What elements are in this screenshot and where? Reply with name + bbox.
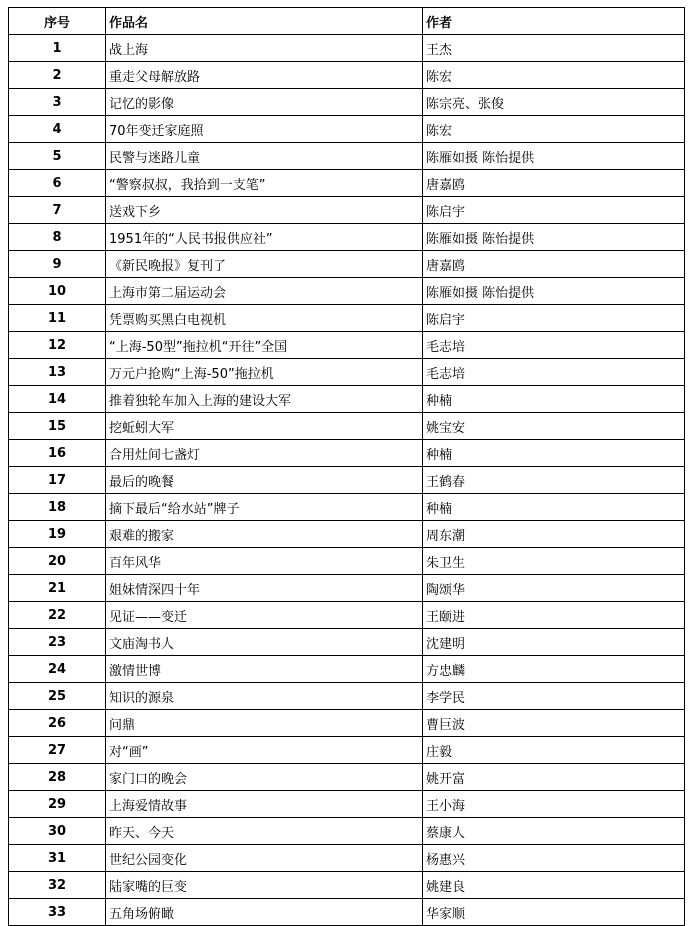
cell-author: 陈启宇 [423, 305, 685, 332]
cell-title: 上海市第二届运动会 [106, 278, 423, 305]
cell-title: 凭票购买黑白电视机 [106, 305, 423, 332]
cell-no: 31 [9, 845, 106, 872]
cell-author: 王小海 [423, 791, 685, 818]
table-row [9, 116, 685, 143]
cell-title: 陆家嘴的巨变 [106, 872, 423, 899]
table-row [9, 548, 685, 575]
cell-no: 27 [9, 737, 106, 764]
table-row [9, 521, 685, 548]
table-row [9, 359, 685, 386]
cell-author: 周东潮 [423, 521, 685, 548]
cell-author: 种楠 [423, 494, 685, 521]
cell-author: 毛志培 [423, 332, 685, 359]
header-no: 序号 [9, 8, 106, 35]
table-row [9, 305, 685, 332]
cell-no: 16 [9, 440, 106, 467]
cell-author: 唐嘉鸥 [423, 170, 685, 197]
cell-no: 33 [9, 899, 106, 926]
cell-no: 8 [9, 224, 106, 251]
cell-title: “上海-50型”拖拉机“开往”全国 [106, 332, 423, 359]
cell-title: 昨天、今天 [106, 818, 423, 845]
cell-title: 重走父母解放路 [106, 62, 423, 89]
cell-author: 陈雁如摄 陈怡提供 [423, 224, 685, 251]
cell-title: 记忆的影像 [106, 89, 423, 116]
cell-title: 最后的晚餐 [106, 467, 423, 494]
cell-author: 王鹤春 [423, 467, 685, 494]
cell-no: 7 [9, 197, 106, 224]
cell-no: 12 [9, 332, 106, 359]
cell-title: 万元户抢购“上海-50”拖拉机 [106, 359, 423, 386]
cell-title: 70年变迁家庭照 [106, 116, 423, 143]
table-row [9, 386, 685, 413]
cell-no: 20 [9, 548, 106, 575]
cell-title: 《新民晚报》复刊了 [106, 251, 423, 278]
cell-no: 32 [9, 872, 106, 899]
table-row [9, 683, 685, 710]
cell-no: 1 [9, 35, 106, 62]
cell-no: 22 [9, 602, 106, 629]
table-row [9, 440, 685, 467]
cell-no: 19 [9, 521, 106, 548]
cell-author: 陈雁如摄 陈怡提供 [423, 278, 685, 305]
table-row [9, 494, 685, 521]
cell-title: 摘下最后“给水站”牌子 [106, 494, 423, 521]
cell-author: 陶颂华 [423, 575, 685, 602]
cell-no: 21 [9, 575, 106, 602]
cell-author: 姚宝安 [423, 413, 685, 440]
cell-author: 杨惠兴 [423, 845, 685, 872]
cell-title: 挖蚯蚓大军 [106, 413, 423, 440]
cell-title: 激情世博 [106, 656, 423, 683]
cell-author: 李学民 [423, 683, 685, 710]
cell-author: 种楠 [423, 440, 685, 467]
cell-no: 5 [9, 143, 106, 170]
table-row [9, 62, 685, 89]
table-row [9, 764, 685, 791]
table-row [9, 629, 685, 656]
cell-author: 陈雁如摄 陈怡提供 [423, 143, 685, 170]
cell-author: 毛志培 [423, 359, 685, 386]
header-title: 作品名 [106, 8, 423, 35]
cell-author: 蔡康人 [423, 818, 685, 845]
cell-author: 陈启宇 [423, 197, 685, 224]
cell-title: 推着独轮车加入上海的建设大军 [106, 386, 423, 413]
cell-title: 姐妹情深四十年 [106, 575, 423, 602]
cell-author: 王杰 [423, 35, 685, 62]
cell-no: 9 [9, 251, 106, 278]
cell-title: 问鼎 [106, 710, 423, 737]
cell-author: 沈建明 [423, 629, 685, 656]
cell-author: 庄毅 [423, 737, 685, 764]
table-row [9, 872, 685, 899]
cell-no: 10 [9, 278, 106, 305]
table-body [9, 35, 685, 926]
cell-no: 15 [9, 413, 106, 440]
table-row [9, 224, 685, 251]
cell-no: 25 [9, 683, 106, 710]
cell-author: 曹巨波 [423, 710, 685, 737]
cell-title: 见证——变迁 [106, 602, 423, 629]
cell-author: 姚建良 [423, 872, 685, 899]
table-row [9, 35, 685, 62]
cell-title: 上海爱情故事 [106, 791, 423, 818]
cell-author: 王颐进 [423, 602, 685, 629]
cell-title: 民警与迷路儿童 [106, 143, 423, 170]
cell-no: 11 [9, 305, 106, 332]
cell-no: 28 [9, 764, 106, 791]
cell-no: 24 [9, 656, 106, 683]
cell-no: 14 [9, 386, 106, 413]
table-row [9, 332, 685, 359]
table-row [9, 170, 685, 197]
cell-no: 26 [9, 710, 106, 737]
table-row [9, 251, 685, 278]
cell-no: 23 [9, 629, 106, 656]
cell-author: 华家顺 [423, 899, 685, 926]
table-row [9, 143, 685, 170]
table-row [9, 656, 685, 683]
header-author: 作者 [423, 8, 685, 35]
cell-title: 送戏下乡 [106, 197, 423, 224]
cell-title: 家门口的晚会 [106, 764, 423, 791]
table-header-row [9, 8, 685, 35]
cell-no: 2 [9, 62, 106, 89]
table-row [9, 737, 685, 764]
cell-no: 4 [9, 116, 106, 143]
cell-title: “警察叔叔，我拾到一支笔” [106, 170, 423, 197]
cell-author: 陈宗亮、张俊 [423, 89, 685, 116]
works-table [8, 7, 685, 926]
table-row [9, 818, 685, 845]
cell-title: 对“画” [106, 737, 423, 764]
table-row [9, 89, 685, 116]
table-row [9, 197, 685, 224]
table-row [9, 602, 685, 629]
cell-no: 18 [9, 494, 106, 521]
cell-author: 种楠 [423, 386, 685, 413]
cell-title: 五角场俯瞰 [106, 899, 423, 926]
cell-author: 姚开富 [423, 764, 685, 791]
cell-title: 艰难的搬家 [106, 521, 423, 548]
cell-no: 30 [9, 818, 106, 845]
cell-no: 29 [9, 791, 106, 818]
cell-author: 唐嘉鸥 [423, 251, 685, 278]
table-row [9, 278, 685, 305]
table-row [9, 710, 685, 737]
cell-title: 文庙淘书人 [106, 629, 423, 656]
works-table-container [8, 7, 685, 926]
table-row [9, 575, 685, 602]
table-row [9, 845, 685, 872]
cell-title: 合用灶间七盏灯 [106, 440, 423, 467]
table-row [9, 791, 685, 818]
cell-author: 陈宏 [423, 116, 685, 143]
cell-no: 13 [9, 359, 106, 386]
cell-author: 方忠麟 [423, 656, 685, 683]
table-row [9, 899, 685, 926]
cell-no: 3 [9, 89, 106, 116]
cell-title: 战上海 [106, 35, 423, 62]
table-row [9, 413, 685, 440]
cell-no: 6 [9, 170, 106, 197]
cell-title: 知识的源泉 [106, 683, 423, 710]
cell-title: 1951年的“人民书报供应社” [106, 224, 423, 251]
table-row [9, 467, 685, 494]
cell-author: 朱卫生 [423, 548, 685, 575]
cell-title: 世纪公园变化 [106, 845, 423, 872]
cell-author: 陈宏 [423, 62, 685, 89]
cell-title: 百年风华 [106, 548, 423, 575]
cell-no: 17 [9, 467, 106, 494]
